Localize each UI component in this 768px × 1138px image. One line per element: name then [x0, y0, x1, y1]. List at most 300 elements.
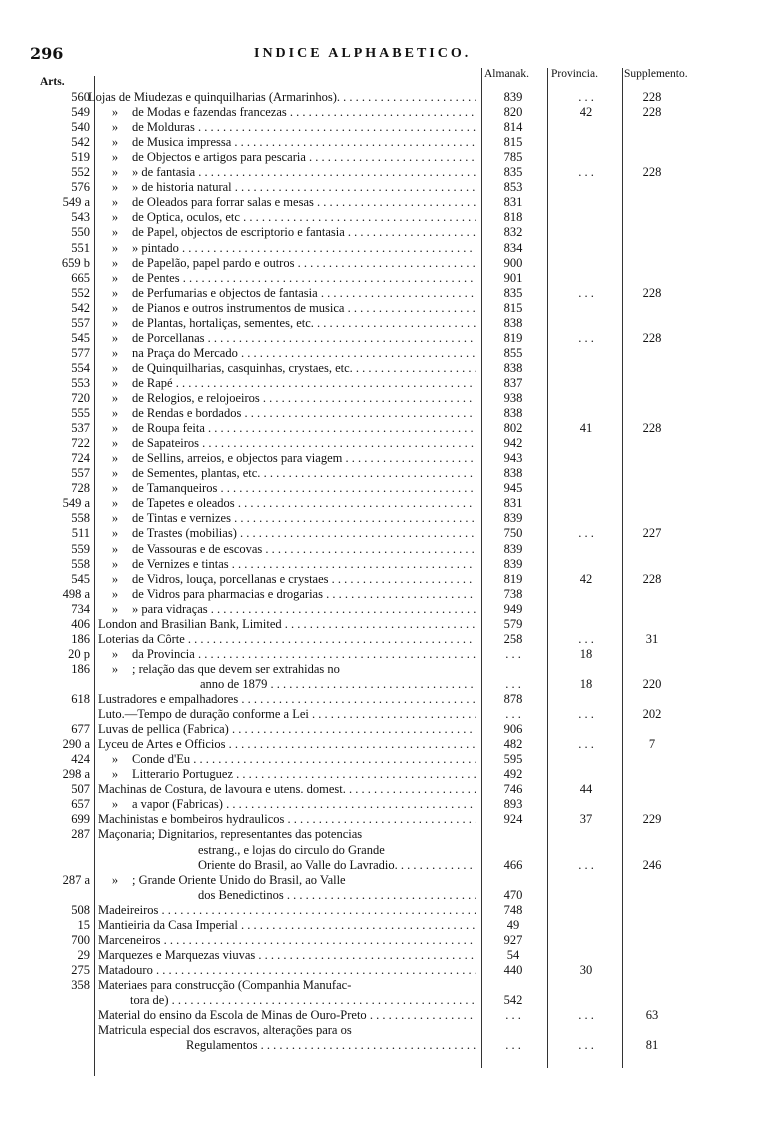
provincia-ref: . . .: [578, 165, 594, 180]
entry-text: Conde d'Eu: [132, 752, 191, 767]
entry-cell: [98, 782, 476, 797]
entry-cell: [132, 436, 476, 451]
almanak-ref: . . .: [505, 1038, 521, 1053]
index-row: [0, 948, 768, 963]
article-number: 699: [71, 812, 90, 827]
page-title: INDICE ALPHABETICO.: [254, 46, 472, 61]
ditto-mark: »: [111, 526, 119, 541]
almanak-ref: 878: [503, 692, 523, 706]
index-row: [0, 888, 768, 903]
article-number: 537: [71, 421, 90, 436]
index-row: [0, 331, 768, 346]
entry-cell: [132, 271, 476, 286]
article-number: 298 a: [62, 767, 90, 782]
index-row: [0, 767, 768, 782]
entry-text: Machinistas e bombeiros hydraulicos: [98, 812, 285, 827]
almanak-ref: 838: [503, 360, 523, 375]
ditto-mark: »: [111, 240, 119, 255]
index-row: [0, 993, 768, 1008]
index-row: [0, 165, 768, 180]
entry-text: de Plantas, hortaliças, sementes, etc.: [132, 315, 314, 330]
entry-cell: [98, 1008, 476, 1023]
supplemento-ref: 63: [645, 1008, 659, 1023]
index-row: [0, 316, 768, 331]
index-row: [0, 90, 768, 105]
supplemento-ref: 7: [648, 737, 656, 752]
article-number: 577: [71, 345, 90, 360]
article-number: 557: [71, 315, 90, 330]
article-number: 508: [71, 902, 90, 917]
almanak-ref: 820: [503, 105, 523, 120]
index-row: [0, 827, 768, 842]
ditto-mark: »: [111, 330, 119, 345]
ditto-mark: »: [111, 661, 119, 676]
ditto-mark: »: [111, 285, 119, 300]
entry-cell: [98, 632, 476, 647]
index-row: [0, 195, 768, 210]
almanak-ref: 832: [503, 225, 523, 240]
entry-text: Oriente do Brasil, ao Valle do Lavradio.: [198, 857, 398, 872]
entry-text: de Tamanqueiros: [132, 481, 218, 496]
entry-text: » pintado: [132, 240, 179, 255]
index-row: [0, 632, 768, 647]
entry-cell: [88, 90, 476, 105]
entry-text: Machinas de Costura, de lavoura e utens. domest.: [98, 782, 346, 797]
ditto-mark: »: [111, 571, 119, 586]
almanak-ref: 834: [503, 240, 523, 255]
index-row: [0, 677, 768, 692]
index-row: [0, 421, 768, 436]
entry-cell: [98, 963, 476, 978]
article-number: 560: [71, 90, 90, 104]
header-arts: Arts.: [40, 76, 65, 88]
almanak-ref: . . .: [505, 707, 521, 722]
provincia-ref: 18: [579, 646, 593, 661]
supplemento-ref: 31: [645, 631, 659, 646]
ditto-mark: »: [111, 300, 119, 315]
ditto-mark: »: [111, 270, 119, 285]
entry-text: de Oleados para forrar salas e mesas: [132, 195, 314, 210]
almanak-ref: 837: [503, 375, 523, 390]
entry-text: Regulamentos: [186, 1038, 258, 1053]
index-row: [0, 602, 768, 617]
entry-text: de Vidros para pharmacias e drogarias: [132, 586, 323, 601]
entry-text: Materiaes para construcção (Companhia Manufac-: [98, 977, 352, 992]
supplemento-ref: 228: [642, 105, 662, 120]
almanak-ref: 831: [503, 496, 523, 511]
ditto-mark: »: [111, 210, 119, 225]
almanak-ref: 49: [506, 917, 520, 932]
entry-text: de Sementes, plantas, etc.: [132, 466, 261, 481]
ditto-mark: »: [111, 225, 119, 240]
entry-text: ; Grande Oriente Unido do Brasil, ao Valle: [132, 872, 346, 887]
index-row: [0, 150, 768, 165]
entry-text: de Sapateiros: [132, 436, 199, 451]
entry-cell: [98, 737, 476, 752]
entry-text: de Roupa feita: [132, 421, 205, 436]
entry-cell: [98, 722, 476, 737]
index-row: [0, 707, 768, 722]
entry-cell: [132, 587, 476, 602]
article-number: 558: [71, 511, 90, 526]
index-row: [0, 782, 768, 797]
entry-text: de Rendas e bordados: [132, 406, 242, 421]
entry-text: de Papel, objectos de escriptorio e fantasia: [132, 225, 345, 240]
entry-cell: [132, 210, 476, 225]
ditto-mark: »: [111, 406, 119, 421]
ditto-mark: »: [111, 556, 119, 571]
entry-text: Matricula especial dos escravos, alterações para os: [98, 1023, 352, 1038]
almanak-ref: . . .: [505, 1008, 521, 1023]
ditto-mark: »: [111, 421, 119, 436]
index-row: [0, 752, 768, 767]
ditto-mark: »: [111, 360, 119, 375]
provincia-ref: 44: [579, 782, 593, 797]
article-number: 275: [71, 962, 90, 977]
entry-text: de Papelão, papel pardo e outros: [132, 255, 295, 270]
entry-text: de Optica, oculos, etc: [132, 210, 240, 225]
article-number: 424: [71, 752, 90, 767]
entry-cell: [200, 677, 476, 692]
entry-cell: [98, 707, 476, 722]
entry-text: Maçonaria; Dignitarios, representantes das potencias: [98, 827, 363, 842]
entry-cell: [132, 195, 476, 210]
almanak-ref: 839: [503, 90, 523, 104]
entry-cell: [198, 858, 476, 873]
almanak-ref: . . .: [505, 646, 521, 661]
index-row: [0, 225, 768, 240]
entry-cell: [132, 316, 476, 331]
ditto-mark: »: [111, 150, 119, 165]
article-number: 552: [71, 165, 90, 180]
ditto-mark: »: [111, 180, 119, 195]
entry-cell: [132, 331, 476, 346]
index-row: [0, 1023, 768, 1038]
entry-cell: [132, 647, 476, 662]
almanak-ref: 838: [503, 406, 523, 421]
index-row: [0, 587, 768, 602]
ditto-mark: »: [111, 752, 119, 767]
header-supplemento: Supplemento.: [624, 68, 688, 80]
almanak-ref: 440: [503, 962, 523, 977]
article-number: 406: [71, 616, 90, 631]
index-row: [0, 737, 768, 752]
entry-cell: [132, 105, 476, 120]
index-row: [0, 271, 768, 286]
almanak-ref: 750: [503, 526, 523, 541]
supplemento-ref: 229: [642, 812, 662, 827]
entry-text: estrang., e lojas do circulo do Grande: [198, 842, 385, 857]
index-row: [0, 210, 768, 225]
entry-cell: [98, 918, 476, 933]
entry-text: » de historia natural: [132, 180, 232, 195]
almanak-ref: 815: [503, 300, 523, 315]
ditto-mark: »: [111, 120, 119, 135]
almanak-ref: 595: [503, 752, 523, 767]
article-number: 186: [71, 661, 90, 676]
entry-text: Marquezes e Marquezas viuvas: [98, 947, 256, 962]
almanak-ref: . . .: [505, 676, 521, 691]
article-number: 700: [71, 932, 90, 947]
ditto-mark: »: [111, 195, 119, 210]
index-row: [0, 526, 768, 541]
almanak-ref: 906: [503, 722, 523, 737]
ditto-mark: »: [111, 466, 119, 481]
entry-cell: [130, 993, 476, 1008]
entry-text: Luvas de pellica (Fabrica): [98, 722, 229, 737]
almanak-ref: 466: [503, 857, 523, 872]
entry-cell: [132, 150, 476, 165]
almanak-ref: 258: [503, 631, 523, 646]
supplemento-ref: 228: [642, 90, 662, 104]
index-row: [0, 256, 768, 271]
entry-cell: [132, 120, 476, 135]
index-row: [0, 662, 768, 677]
entry-cell: [98, 692, 476, 707]
entry-cell: [132, 602, 476, 617]
ditto-mark: »: [111, 481, 119, 496]
entry-text: de Trastes (mobilias): [132, 526, 237, 541]
ditto-mark: »: [111, 797, 119, 812]
entry-text: de Pianos e outros instrumentos de musica: [132, 300, 345, 315]
almanak-ref: 54: [506, 947, 520, 962]
entry-cell: [132, 481, 476, 496]
entry-cell: [98, 1023, 476, 1038]
index-row: [0, 496, 768, 511]
entry-text: de Objectos e artigos para pescaria: [132, 150, 306, 165]
article-number: 724: [71, 451, 90, 466]
provincia-ref: . . .: [578, 330, 594, 345]
supplemento-ref: 246: [642, 857, 662, 872]
article-number: 554: [71, 360, 90, 375]
almanak-ref: 748: [503, 902, 523, 917]
almanak-ref: 855: [503, 345, 523, 360]
almanak-ref: 831: [503, 195, 523, 210]
almanak-ref: 802: [503, 421, 523, 436]
almanak-ref: 819: [503, 330, 523, 345]
entry-text: Marceneiros: [98, 932, 161, 947]
article-number: 511: [71, 526, 90, 541]
ditto-mark: »: [111, 105, 119, 120]
article-number: 558: [71, 556, 90, 571]
supplemento-ref: 202: [642, 707, 662, 722]
article-number: 290 a: [62, 737, 90, 752]
ditto-mark: »: [111, 767, 119, 782]
article-number: 677: [71, 722, 90, 737]
ditto-mark: »: [111, 315, 119, 330]
almanak-ref: 835: [503, 165, 523, 180]
entry-text: de Perfumarias e objectos de fantasia: [132, 285, 318, 300]
index-row: [0, 918, 768, 933]
entry-cell: [98, 827, 476, 842]
almanak-ref: 839: [503, 556, 523, 571]
entry-cell: [132, 873, 476, 888]
article-number: 618: [71, 692, 90, 706]
entry-text: de Vernizes e tintas: [132, 556, 229, 571]
provincia-ref: . . .: [578, 285, 594, 300]
index-row: [0, 542, 768, 557]
almanak-ref: 819: [503, 571, 523, 586]
entry-cell: [98, 617, 476, 632]
almanak-ref: 943: [503, 451, 523, 466]
index-row: [0, 436, 768, 451]
index-row: [0, 346, 768, 361]
entry-text: da Provincia: [132, 646, 195, 661]
article-number: 540: [71, 120, 90, 135]
article-number: 549 a: [62, 496, 90, 511]
entry-text: de Relogios, e relojoeiros: [132, 391, 260, 405]
index-row: [0, 180, 768, 195]
article-number: 543: [71, 210, 90, 225]
entry-cell: [132, 572, 476, 587]
article-number: 720: [71, 391, 90, 405]
almanak-ref: 927: [503, 932, 523, 947]
entry-cell: [98, 978, 476, 993]
entry-text: de Vassouras e de escovas: [132, 541, 263, 556]
almanak-ref: 945: [503, 481, 523, 496]
article-number: 734: [71, 601, 90, 616]
entry-cell: [132, 241, 476, 256]
entry-text: de Molduras: [132, 120, 195, 135]
almanak-ref: 492: [503, 767, 523, 782]
provincia-ref: 41: [579, 421, 593, 436]
article-number: 545: [71, 571, 90, 586]
supplemento-ref: 227: [642, 526, 662, 541]
almanak-ref: 835: [503, 285, 523, 300]
entry-text: Mantieiria da Casa Imperial: [98, 917, 238, 932]
entry-text: de Rapé: [132, 375, 173, 390]
provincia-ref: 30: [579, 962, 593, 977]
entry-cell: [132, 286, 476, 301]
entry-cell: [132, 526, 476, 541]
index-row: [0, 481, 768, 496]
provincia-ref: 42: [579, 105, 593, 120]
supplemento-ref: 81: [645, 1038, 659, 1053]
entry-cell: [198, 888, 476, 903]
entry-cell: [132, 797, 476, 812]
entry-text: anno de 1879: [200, 676, 268, 691]
entry-cell: [132, 361, 476, 376]
entry-text: de Porcellanas: [132, 330, 205, 345]
entry-text: Loterias da Côrte: [98, 631, 185, 646]
entry-text: de Vidros, louça, porcellanas e crystaes: [132, 571, 329, 586]
index-row: [0, 963, 768, 978]
ditto-mark: »: [111, 496, 119, 511]
entry-cell: [98, 903, 476, 918]
ditto-mark: »: [111, 391, 119, 405]
entry-cell: [132, 752, 476, 767]
entry-cell: [132, 135, 476, 150]
index-row: [0, 376, 768, 391]
index-row: [0, 978, 768, 993]
almanak-ref: 924: [503, 812, 523, 827]
article-number: 551: [71, 240, 90, 255]
index-row: [0, 241, 768, 256]
entry-text: de Tintas e vernizes: [132, 511, 231, 526]
almanak-ref: 938: [503, 391, 523, 405]
index-row: [0, 647, 768, 662]
article-number: 287 a: [62, 872, 90, 887]
entry-text: ; relação das que devem ser extrahidas no: [132, 661, 340, 676]
entry-cell: [132, 451, 476, 466]
entry-text: de Musica impressa: [132, 135, 232, 150]
article-number: 542: [71, 135, 90, 150]
provincia-ref: . . .: [578, 526, 594, 541]
entry-cell: [132, 542, 476, 557]
index-row: [0, 873, 768, 888]
almanak-ref: 482: [503, 737, 523, 752]
entry-cell: [132, 301, 476, 316]
article-number: 549 a: [62, 195, 90, 210]
article-number: 657: [71, 797, 90, 812]
provincia-ref: . . .: [578, 631, 594, 646]
index-row: [0, 797, 768, 812]
article-number: 358: [71, 977, 90, 992]
index-row: [0, 843, 768, 858]
almanak-ref: 893: [503, 797, 523, 812]
article-number: 665: [71, 270, 90, 285]
article-number: 542: [71, 300, 90, 315]
ditto-mark: »: [111, 872, 119, 887]
entry-text: de Tapetes e oleados: [132, 496, 235, 511]
article-number: 722: [71, 436, 90, 451]
article-number: 557: [71, 466, 90, 481]
entry-cell: [132, 421, 476, 436]
article-number: 728: [71, 481, 90, 496]
index-row: [0, 135, 768, 150]
entry-cell: [132, 225, 476, 240]
almanak-ref: 815: [503, 135, 523, 150]
entry-cell: [132, 662, 476, 677]
index-row: [0, 361, 768, 376]
entry-cell: [132, 406, 476, 421]
index-row: [0, 451, 768, 466]
almanak-ref: 839: [503, 541, 523, 556]
article-number: 545: [71, 330, 90, 345]
almanak-ref: 470: [503, 887, 523, 902]
entry-cell: [132, 180, 476, 195]
entry-text: Madeireiros: [98, 902, 159, 917]
ditto-mark: »: [111, 646, 119, 661]
index-row: [0, 105, 768, 120]
ditto-mark: »: [111, 451, 119, 466]
entry-cell: [132, 165, 476, 180]
article-number: 287: [71, 827, 90, 842]
provincia-ref: 18: [579, 676, 593, 691]
entry-text: Matadouro: [98, 962, 153, 977]
header-almanak: Almanak.: [484, 68, 530, 80]
index-row: [0, 617, 768, 632]
article-number: 29: [77, 947, 90, 962]
entry-text: » para vidraças: [132, 601, 208, 616]
provincia-ref: 42: [579, 571, 593, 586]
entry-text: » de fantasia: [132, 165, 196, 180]
supplemento-ref: 228: [642, 330, 662, 345]
index-row: [0, 858, 768, 873]
article-number: 186: [71, 631, 90, 646]
entry-cell: [132, 346, 476, 361]
entry-text: de Sellins, arreios, e objectos para viagem: [132, 451, 343, 466]
article-number: 576: [71, 180, 90, 195]
supplemento-ref: 228: [642, 571, 662, 586]
entry-text: de Quinquilharias, casquinhas, crystaes, etc.: [132, 360, 353, 375]
index-row: [0, 812, 768, 827]
ditto-mark: »: [111, 601, 119, 616]
almanak-ref: 901: [503, 270, 523, 285]
almanak-ref: 785: [503, 150, 523, 165]
ditto-mark: »: [111, 511, 119, 526]
index-row: [0, 722, 768, 737]
